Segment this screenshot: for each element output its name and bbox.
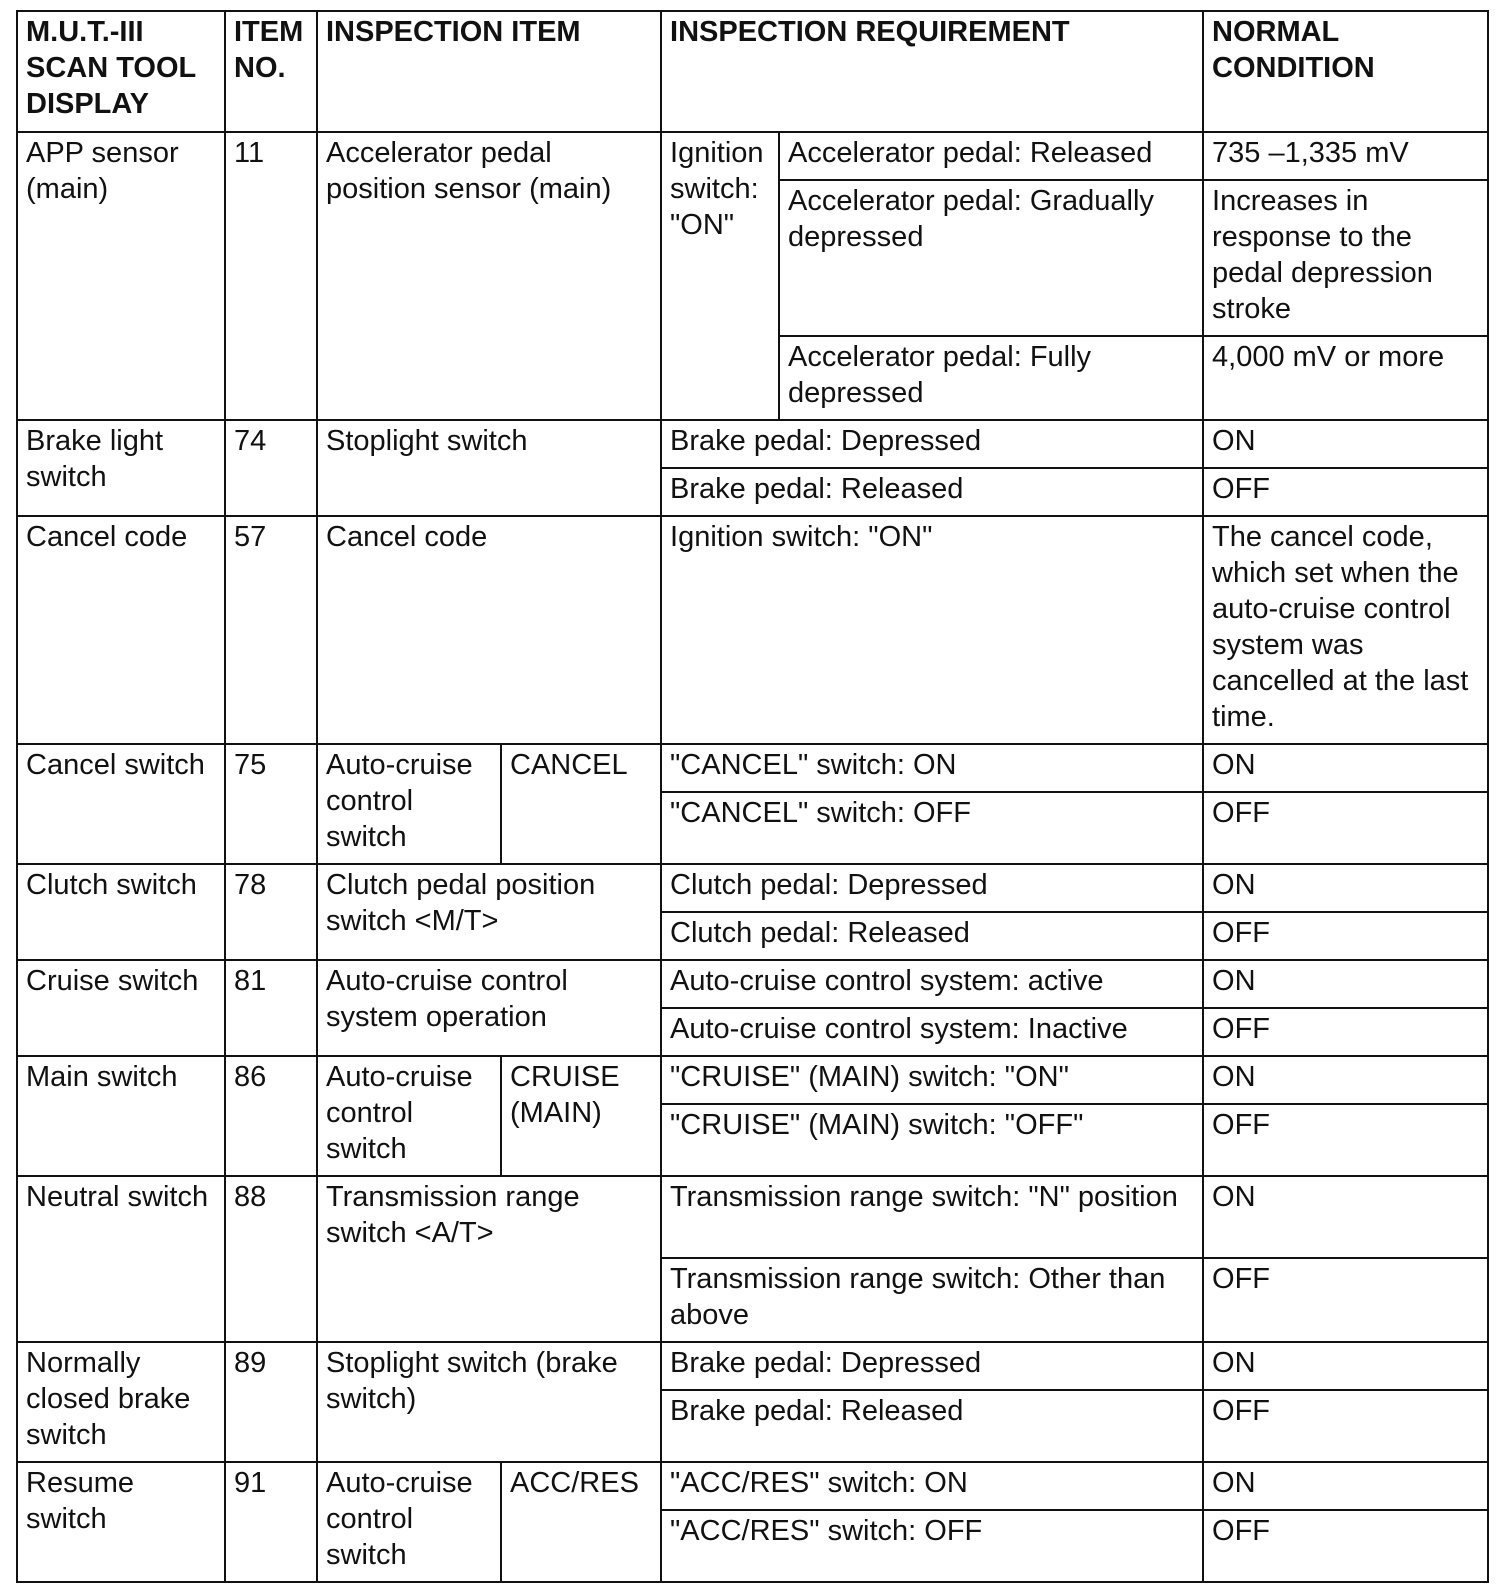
- normal-condition-cell: OFF: [1203, 1390, 1488, 1462]
- table-row: [17, 1176, 1488, 1258]
- table-row: [17, 1462, 1488, 1510]
- requirement-cell: Brake pedal: Released: [661, 468, 1203, 516]
- normal-condition-cell: ON: [1203, 960, 1488, 1008]
- display-cell: Main switch: [17, 1056, 225, 1176]
- inspection-item-cell: Clutch pedal position switch <M/T>: [317, 864, 661, 960]
- inspection-item-sub-cell: ACC/RES: [501, 1462, 661, 1582]
- inspection-item-cell: Auto-cruise control switch: [317, 1462, 501, 1582]
- normal-condition-cell: 4,000 mV or more: [1203, 336, 1488, 420]
- normal-condition-cell: ON: [1203, 420, 1488, 468]
- normal-condition-cell: ON: [1203, 1462, 1488, 1510]
- display-cell: Cancel code: [17, 516, 225, 744]
- display-cell: Neutral switch: [17, 1176, 225, 1342]
- table-row: [17, 1056, 1488, 1104]
- requirement-cell: Clutch pedal: Depressed: [661, 864, 1203, 912]
- requirement-cell: Accelerator pedal: Gradually depressed: [779, 180, 1203, 336]
- header-inspection-requirement: INSPECTION REQUIREMENT: [661, 11, 1203, 132]
- display-cell: Normally closed brake switch: [17, 1342, 225, 1462]
- requirement-cell: Transmission range switch: "N" position: [661, 1176, 1203, 1258]
- display-cell: Cruise switch: [17, 960, 225, 1056]
- item-no-cell: 11: [225, 132, 317, 420]
- requirement-cell: Auto-cruise control system: active: [661, 960, 1203, 1008]
- inspection-item-cell: Auto-cruise control system operation: [317, 960, 661, 1056]
- requirement-cell: Accelerator pedal: Released: [779, 132, 1203, 180]
- header-inspection-item: INSPECTION ITEM: [317, 11, 661, 132]
- header-row: [17, 11, 1488, 132]
- item-no-cell: 91: [225, 1462, 317, 1582]
- normal-condition-cell: Increases in response to the pedal depression stroke: [1203, 180, 1488, 336]
- requirement-cell: "ACC/RES" switch: ON: [661, 1462, 1203, 1510]
- table-row: [17, 420, 1488, 468]
- display-cell: Clutch switch: [17, 864, 225, 960]
- normal-condition-cell: ON: [1203, 744, 1488, 792]
- inspection-item-cell: Stoplight switch (brake switch): [317, 1342, 661, 1462]
- normal-condition-cell: OFF: [1203, 1104, 1488, 1176]
- item-no-cell: 88: [225, 1176, 317, 1342]
- requirement-cell: Transmission range switch: Other than above: [661, 1258, 1203, 1342]
- inspection-table: [16, 10, 1489, 1583]
- item-no-cell: 57: [225, 516, 317, 744]
- table-row: [17, 132, 1488, 180]
- requirement-cell: Ignition switch: "ON": [661, 516, 1203, 744]
- table-row: [17, 960, 1488, 1008]
- requirement-cell: "CANCEL" switch: ON: [661, 744, 1203, 792]
- normal-condition-cell: 735 –1,335 mV: [1203, 132, 1488, 180]
- display-cell: Brake light switch: [17, 420, 225, 516]
- header-scan-tool-display: M.U.T.-III SCAN TOOL DISPLAY: [17, 11, 225, 132]
- table-row: [17, 864, 1488, 912]
- normal-condition-cell: OFF: [1203, 1258, 1488, 1342]
- normal-condition-cell: The cancel code, which set when the auto-cruise control system was cancelled at the last time.: [1203, 516, 1488, 744]
- item-no-cell: 86: [225, 1056, 317, 1176]
- inspection-item-cell: Cancel code: [317, 516, 661, 744]
- item-no-cell: 75: [225, 744, 317, 864]
- normal-condition-cell: ON: [1203, 864, 1488, 912]
- normal-condition-cell: OFF: [1203, 468, 1488, 516]
- display-cell: Resume switch: [17, 1462, 225, 1582]
- display-cell: APP sensor (main): [17, 132, 225, 420]
- inspection-item-cell: Stoplight switch: [317, 420, 661, 516]
- normal-condition-cell: ON: [1203, 1056, 1488, 1104]
- header-item-no: ITEM NO.: [225, 11, 317, 132]
- requirement-cell: Brake pedal: Depressed: [661, 1342, 1203, 1390]
- inspection-item-sub-cell: CRUISE (MAIN): [501, 1056, 661, 1176]
- inspection-item-cell: Auto-cruise control switch: [317, 1056, 501, 1176]
- display-cell: Cancel switch: [17, 744, 225, 864]
- requirement-cell: "CRUISE" (MAIN) switch: "OFF": [661, 1104, 1203, 1176]
- item-no-cell: 74: [225, 420, 317, 516]
- normal-condition-cell: ON: [1203, 1176, 1488, 1258]
- normal-condition-cell: ON: [1203, 1342, 1488, 1390]
- table-row: [17, 516, 1488, 744]
- requirement-group-cell: Ignition switch: "ON": [661, 132, 779, 420]
- item-no-cell: 78: [225, 864, 317, 960]
- item-no-cell: 81: [225, 960, 317, 1056]
- normal-condition-cell: OFF: [1203, 1008, 1488, 1056]
- requirement-cell: Brake pedal: Depressed: [661, 420, 1203, 468]
- inspection-item-cell: Auto-cruise control switch: [317, 744, 501, 864]
- normal-condition-cell: OFF: [1203, 1510, 1488, 1582]
- requirement-cell: Accelerator pedal: Fully depressed: [779, 336, 1203, 420]
- normal-condition-cell: OFF: [1203, 792, 1488, 864]
- requirement-cell: Brake pedal: Released: [661, 1390, 1203, 1462]
- requirement-cell: Auto-cruise control system: Inactive: [661, 1008, 1203, 1056]
- item-no-cell: 89: [225, 1342, 317, 1462]
- table-row: [17, 1342, 1488, 1390]
- inspection-item-cell: Accelerator pedal position sensor (main): [317, 132, 661, 420]
- requirement-cell: "ACC/RES" switch: OFF: [661, 1510, 1203, 1582]
- header-normal-condition: NORMAL CONDITION: [1203, 11, 1488, 132]
- inspection-item-cell: Transmission range switch <A/T>: [317, 1176, 661, 1342]
- table-row: [17, 744, 1488, 792]
- requirement-cell: Clutch pedal: Released: [661, 912, 1203, 960]
- requirement-cell: "CRUISE" (MAIN) switch: "ON": [661, 1056, 1203, 1104]
- normal-condition-cell: OFF: [1203, 912, 1488, 960]
- requirement-cell: "CANCEL" switch: OFF: [661, 792, 1203, 864]
- inspection-item-sub-cell: CANCEL: [501, 744, 661, 864]
